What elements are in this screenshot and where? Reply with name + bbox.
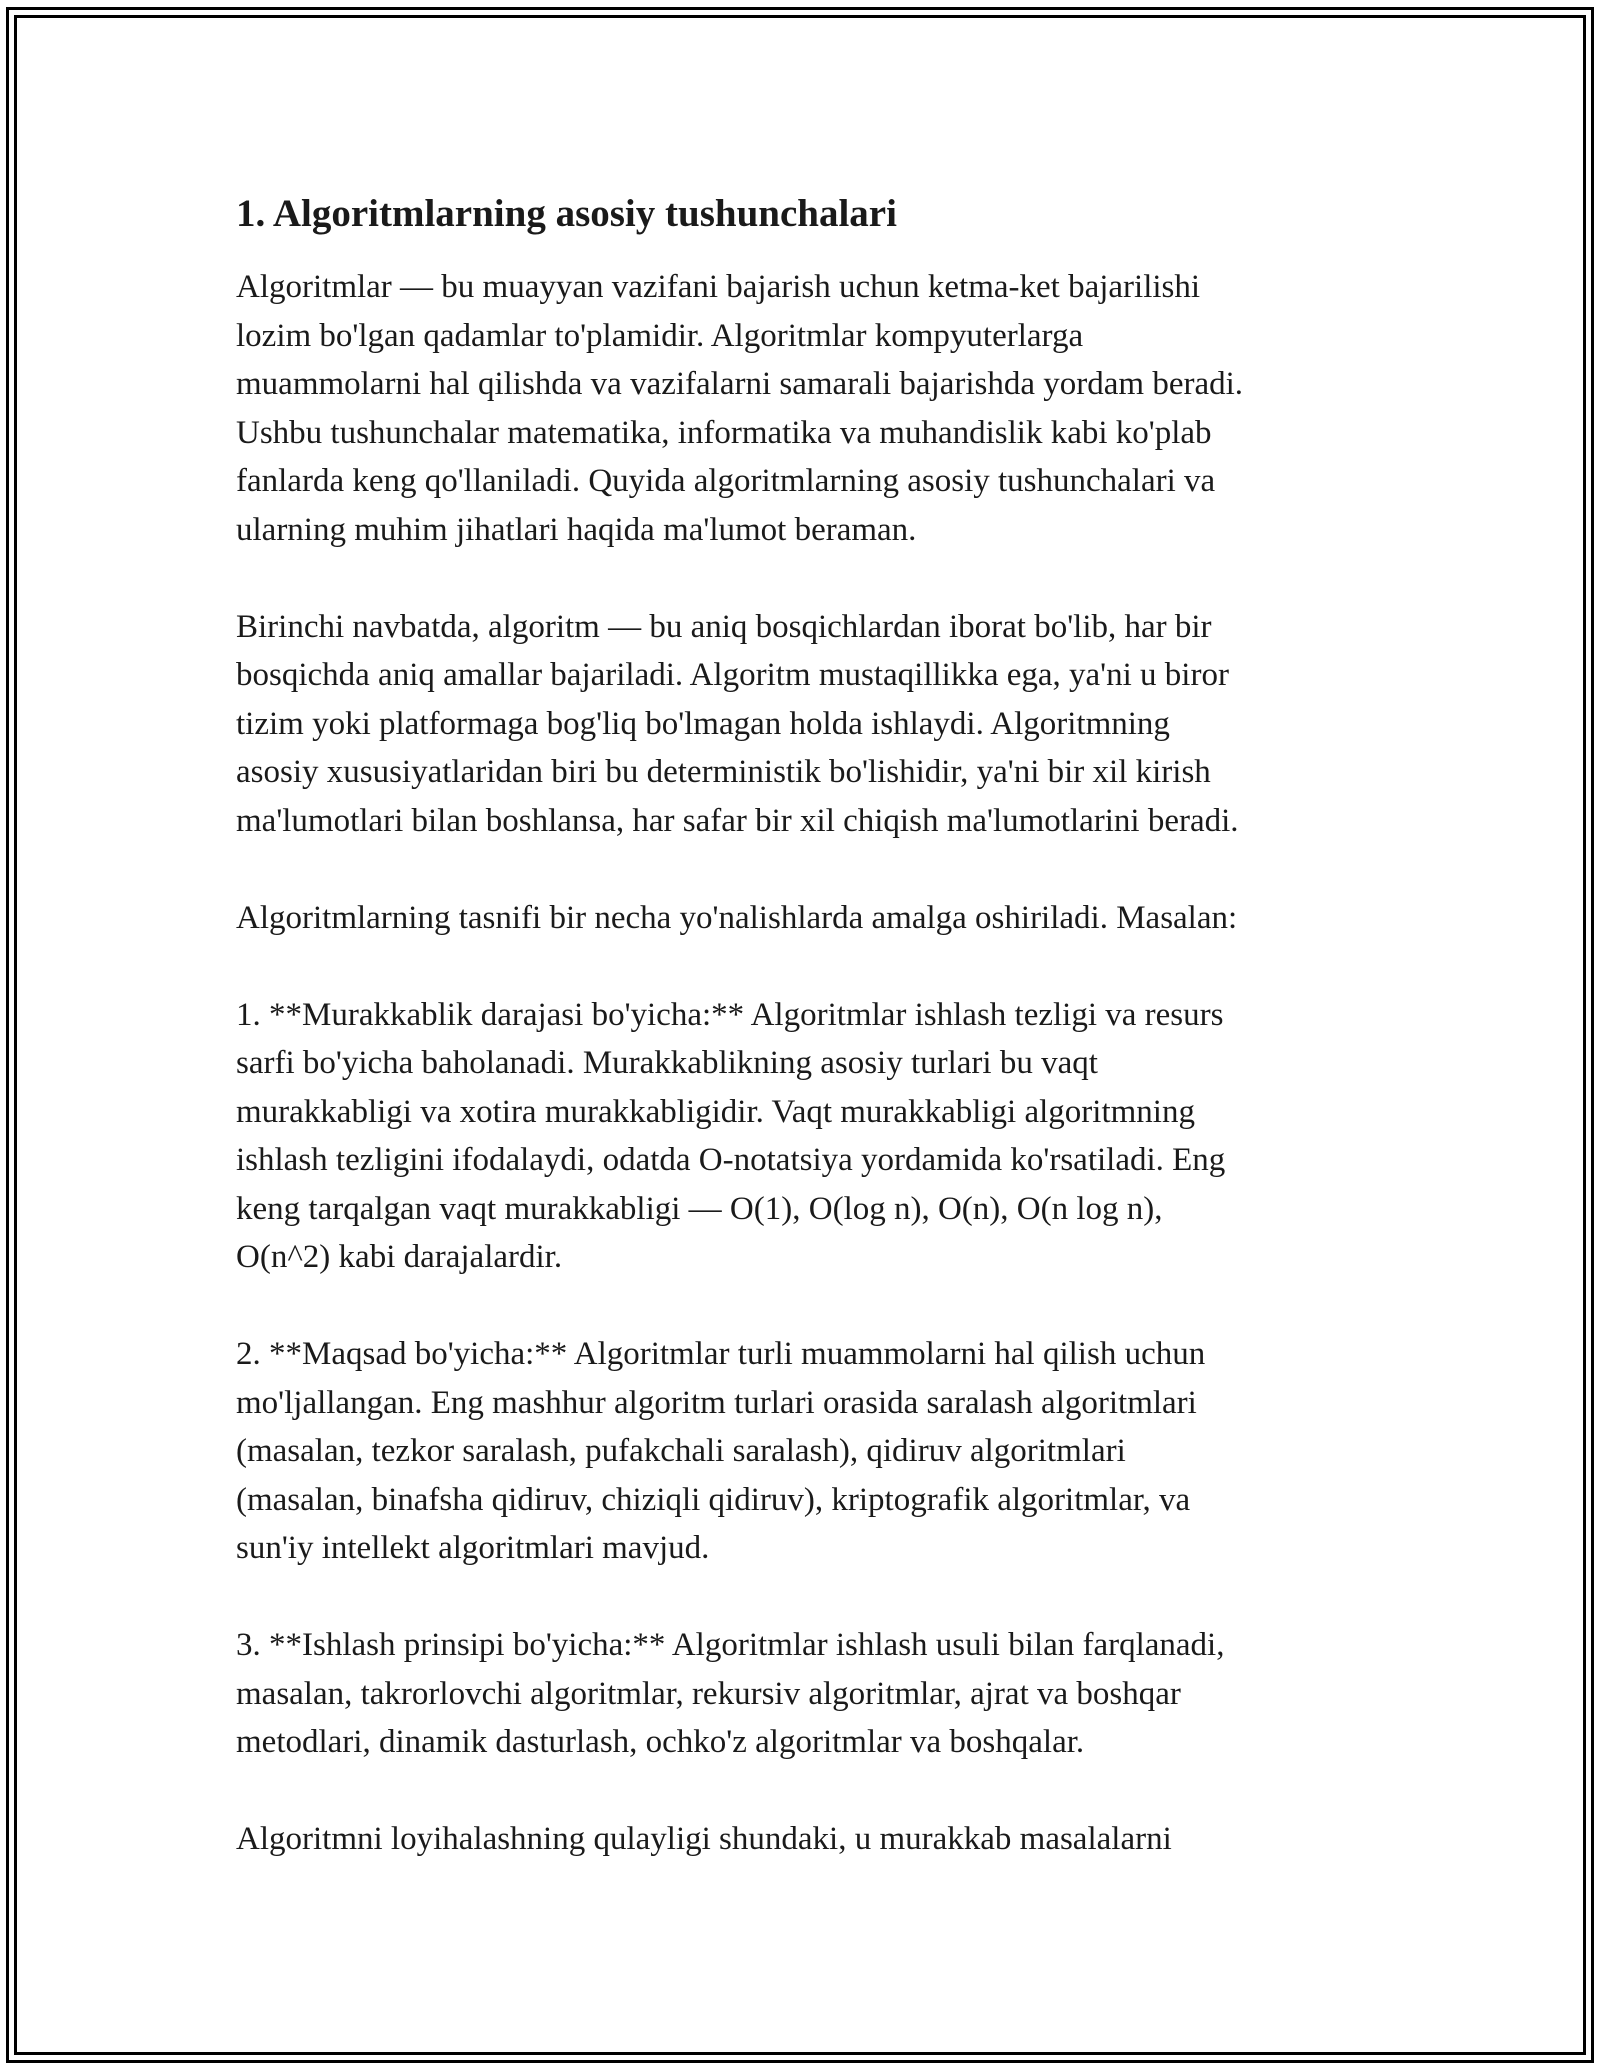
paragraph [236,991,1396,1282]
text-line: lozim bo'lgan qadamlar to'plamidir. Algoritmlar kompyuterlarga [236,317,1084,354]
document-body [236,188,1396,1912]
paragraph-container [236,263,1396,1864]
paragraph [236,894,1396,943]
text-line: Algoritmlarning tasnifi bir necha yo'nalishlarda amalga oshiriladi. Masalan: [236,899,1238,936]
text-line: masalan, takrorlovchi algoritmlar, rekursiv algoritmlar, ajrat va boshqar [236,1675,1181,1712]
text-line: O(n^2) kabi darajalardir. [236,1239,563,1275]
text-line: (masalan, tezkor saralash, pufakchali saralash), qidiruv algoritmlari [236,1433,1126,1469]
section-heading: 1. Algoritmlarning asosiy tushunchalari [236,192,897,235]
paragraph [236,603,1396,846]
text-line: bosqichda aniq amallar bajariladi. Algoritm mustaqillikka ega, ya'ni u biror [236,657,1229,693]
text-line: Algoritmni loyihalashning qulayligi shundaki, u murakkab masalalarni [236,1821,1172,1857]
text-line: muammolarni hal qilishda va vazifalarni samarali bajarishda yordam beradi. [236,366,1244,402]
text-line: ularning muhim jihatlari haqida ma'lumot beraman. [236,511,917,548]
text-line: murakkabligi va xotira murakkabligidir. Vaqt murakkabligi algoritmning [236,1093,1195,1130]
text-line: tizim yoki platformaga bog'liq bo'lmagan holda ishlaydi. Algoritmning [236,705,1170,742]
text-line: asosiy xususiyatlaridan biri bu deterministik bo'lishidir, ya'ni bir xil kirish [236,754,1211,790]
text-line: sun'iy intellekt algoritmlari mavjud. [236,1530,710,1566]
text-line: 1. **Murakkablik darajasi bo'yicha:** Algoritmlar ishlash tezligi va resurs [236,996,1224,1033]
text-line: ishlash tezligini ifodalaydi, odatda O-notatsiya yordamida ko'rsatiladi. Eng [236,1142,1226,1178]
text-line: 3. **Ishlash prinsipi bo'yicha:** Algoritmlar ishlash usuli bilan farqlanadi, [236,1627,1225,1663]
text-line: Ushbu tushunchalar matematika, informatika va muhandislik kabi ko'plab [236,414,1212,451]
text-line: Algoritmlar — bu muayyan vazifani bajarish uchun ketma-ket bajarilishi [236,269,1201,305]
text-line: sarfi bo'yicha baholanadi. Murakkablikning asosiy turlari bu vaqt [236,1045,1098,1081]
text-line: Birinchi navbatda, algoritm — bu aniq bosqichlardan iborat bo'lib, har bir [236,608,1212,645]
paragraph [236,1621,1396,1767]
text-line: metodlari, dinamik dasturlash, ochko'z algoritmlar va boshqalar. [236,1724,1085,1760]
text-line: mo'ljallangan. Eng mashhur algoritm turlari orasida saralash algoritmlari [236,1384,1197,1421]
paragraph [236,1330,1396,1573]
text-line: fanlarda keng qo'llaniladi. Quyida algoritmlarning asosiy tushunchalari va [236,463,1216,499]
text-line: keng tarqalgan vaqt murakkabligi — O(1), O(log n), O(n), O(n log n), [236,1190,1163,1227]
text-line: 2. **Maqsad bo'yicha:** Algoritmlar turli muammolarni hal qilish uchun [236,1336,1206,1372]
paragraph [236,263,1396,554]
paragraph [236,1815,1396,1864]
text-line: (masalan, binafsha qidiruv, chiziqli qidiruv), kriptografik algoritmlar, va [236,1481,1191,1518]
text-line: ma'lumotlari bilan boshlansa, har safar bir xil chiqish ma'lumotlarini beradi. [236,802,1239,839]
